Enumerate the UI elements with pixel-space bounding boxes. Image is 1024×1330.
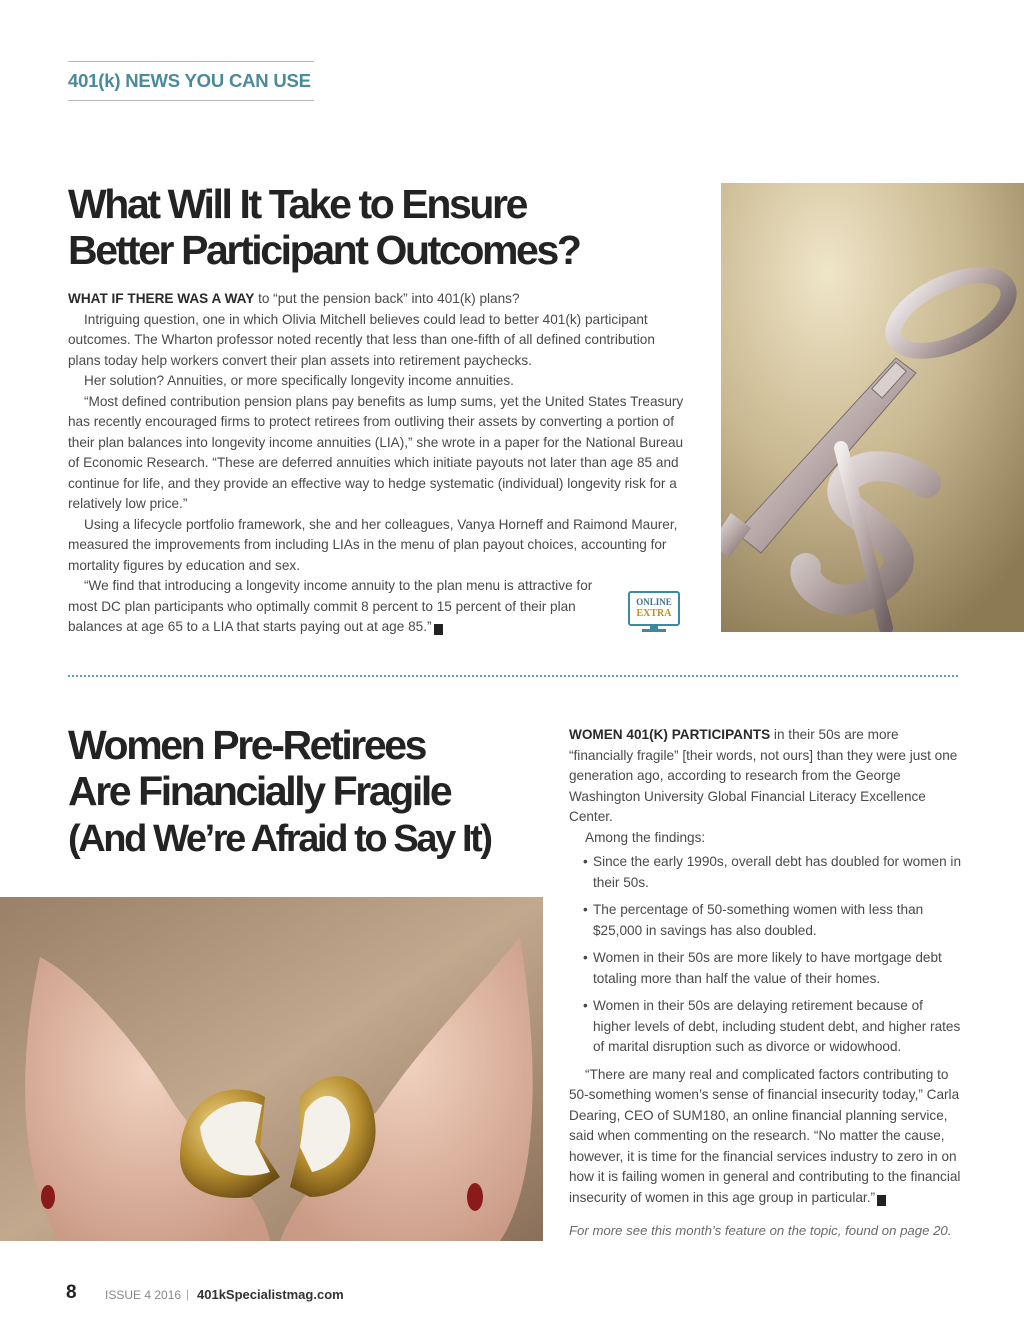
article2-among: Among the findings:: [585, 829, 706, 845]
article1-title-line2: Better Participant Outcomes?: [68, 227, 580, 273]
finding-item: • The percentage of 50-something women with less than $25,000 in savings has also doubled.: [583, 902, 924, 938]
article2-intro: [569, 725, 961, 828]
finding-item: • Women in their 50s are delaying retirement because of higher levels of debt, including student debt, and higher rates of marital disruption such as divorce or widowhood.: [583, 998, 961, 1054]
article1-lead: WHAT IF THERE WAS A WAY: [68, 291, 255, 306]
finding-item: • Women in their 50s are more likely to have mortgage debt totaling more than half the value of their homes.: [583, 950, 942, 986]
article1-paragraph: “We find that introducing a longevity income annuity to the plan menu is attractive for most DC plan participants who optimally commit 8 percent to 15 percent of their plan balances at age 65 to a LIA that starts paying out at age 85.”: [68, 578, 593, 634]
section-divider: [68, 675, 958, 677]
article1-lead-rest: to “put the pension back” into 401(k) plans?: [254, 291, 520, 306]
article1-title-line1: What Will It Take to Ensure: [68, 181, 527, 227]
key-dollar-photo: [721, 183, 1024, 632]
article2-footnote: For more see this month’s feature on the topic, found on page 20.: [569, 1223, 952, 1238]
article1-title: [68, 181, 708, 273]
article2-title-line2: Are Financially Fragile: [68, 768, 451, 814]
article2-body: [569, 725, 961, 1208]
end-mark-icon: K: [877, 1195, 886, 1206]
page-number: 8: [66, 1282, 77, 1303]
badge-line1: ONLINE: [636, 597, 672, 607]
issue-label: ISSUE 4 2016: [105, 1288, 182, 1302]
article1-intro: [68, 289, 690, 310]
article2-lead-rest: in their 50s are more “financially fragile” [their words, not ours] than they were just one generation ago, according to research from the George Washington University Global Financial Literacy Excellence Center.: [569, 727, 958, 824]
egg-icon: [0, 897, 543, 1241]
monitor-icon: [628, 591, 680, 633]
article1-paragraph: “Most defined contribution pension plans pay benefits as lump sums, yet the United States Treasury has recently encouraged firms to protect retirees from outliving their assets by converting a portion of their plan balances into longevity income annuities (LIA),” she wrote in a paper for the National Bureau of Economic Research. “These are deferred annuities which initiate payouts not later than age 85 and continue for life, and they provide an effective way to hedge systematic (individual) longevity risk for a relatively low price.”: [68, 393, 684, 511]
hands-egg-photo: [0, 897, 543, 1241]
article1-paragraph: Intriguing question, one in which Olivia Mitchell believes could lead to better 401(k) participant outcomes. The Wharton professor noted recently that less than one-fifth of all defined contribution plans today help workers convert their plan assets into retirement paychecks.: [68, 311, 655, 368]
article1-paragraph: Her solution? Annuities, or more specifically longevity income annuities.: [84, 373, 514, 388]
finding-item: • Since the early 1990s, overall debt has doubled for women in their 50s.: [583, 854, 962, 890]
site-link[interactable]: 401kSpecialistmag.com: [197, 1287, 344, 1302]
article1-closing: [68, 576, 690, 638]
article2-quote: “There are many real and complicated factors contributing to 50-something women’s sense of financial insecurity today,” Carla Dearing, CEO of SUM180, an online financial planning service, said when commenting on the research. “No matter the cause, however, it is time for the financial services industry to zero in on how it is failing women in general and contributing to the financial insecurity of women in this age group in particular.” K: [569, 1066, 961, 1205]
article2-title: [68, 722, 558, 814]
end-mark-icon: K: [434, 624, 443, 635]
findings-list: [569, 852, 961, 1058]
article1-paragraph: Using a lifecycle portfolio framework, she and her colleagues, Vanya Horneff and Raimond Maurer, measured the improvements from including LIAs in the menu of plan payout choices, accounting for mortality figures by education and sex.: [68, 516, 678, 573]
section-label: 401(k) NEWS YOU CAN USE: [68, 61, 314, 101]
online-extra-badge[interactable]: [628, 591, 680, 633]
article2-lead: WOMEN 401(K) PARTICIPANTS: [569, 727, 771, 742]
badge-line2: EXTRA: [636, 608, 672, 619]
article2-title-line1: Women Pre-Retirees: [68, 722, 426, 768]
article1-body: [68, 289, 690, 638]
article2-subtitle: (And We’re Afraid to Say It): [68, 818, 491, 860]
key-icon: [721, 183, 1024, 632]
footer-separator: |: [186, 1287, 190, 1301]
